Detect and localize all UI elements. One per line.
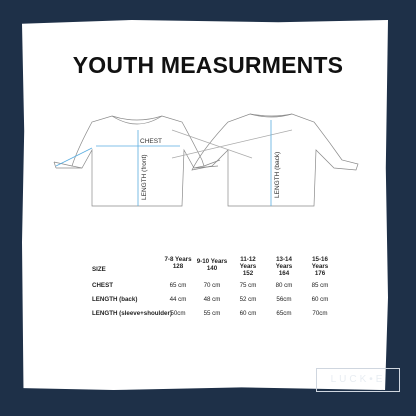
table-cell: 52 cm [239, 296, 257, 303]
column-age: 11-12 Years [239, 256, 257, 270]
table-cell: 80 cm [275, 282, 293, 289]
back-length-label: LENGTH (back) [274, 151, 281, 198]
table-cell: 75 cm [239, 282, 257, 289]
table-cell: 70cm [312, 310, 328, 317]
row-label: LENGTH (back) [92, 296, 138, 303]
column-header [162, 256, 194, 270]
row-label: LENGTH (sleeve+shoulder) [92, 310, 172, 317]
column-age: 13-14 Years [275, 256, 293, 270]
back-shirt [172, 114, 358, 206]
column-size: 152 [242, 270, 254, 277]
table-cell: 60 cm [311, 296, 329, 303]
column-header [268, 256, 300, 277]
table-cell: 65 cm [169, 282, 187, 289]
front-length-label: LENGTH (front) [141, 154, 148, 200]
table-row [92, 310, 362, 322]
table-row [92, 296, 362, 308]
front-shirt [54, 116, 220, 206]
row-label: CHEST [92, 282, 113, 289]
table-cell: 56cm [276, 296, 292, 303]
column-header [196, 258, 228, 272]
column-age: 9-10 Years [196, 258, 228, 265]
table-cell: 65cm [276, 310, 292, 317]
table-cell: 50cm [170, 310, 186, 317]
table-cell: 85 cm [311, 282, 329, 289]
column-header [304, 256, 336, 277]
table-header-row [92, 256, 362, 276]
column-age: 15-16 Years [311, 256, 329, 270]
table-cell: 55 cm [203, 310, 221, 317]
column-size: 164 [278, 270, 290, 277]
garment-diagram [52, 110, 372, 210]
table-row [92, 282, 362, 294]
column-size: 176 [314, 270, 326, 277]
column-age: 7-8 Years [164, 256, 192, 263]
table-cell: 44 cm [169, 296, 187, 303]
table-cell: 60 cm [239, 310, 257, 317]
column-size: 140 [206, 265, 218, 272]
brand-logo: LUCK•E [316, 368, 400, 392]
column-size: 128 [172, 263, 184, 270]
table-cell: 70 cm [203, 282, 221, 289]
table-cell: 48 cm [203, 296, 221, 303]
size-label: SIZE [92, 266, 106, 273]
front-sleeve-measure-line [56, 148, 92, 166]
chest-label: CHEST [140, 138, 163, 145]
page-title: YOUTH MEASURMENTS [72, 52, 344, 78]
column-header [232, 256, 264, 277]
